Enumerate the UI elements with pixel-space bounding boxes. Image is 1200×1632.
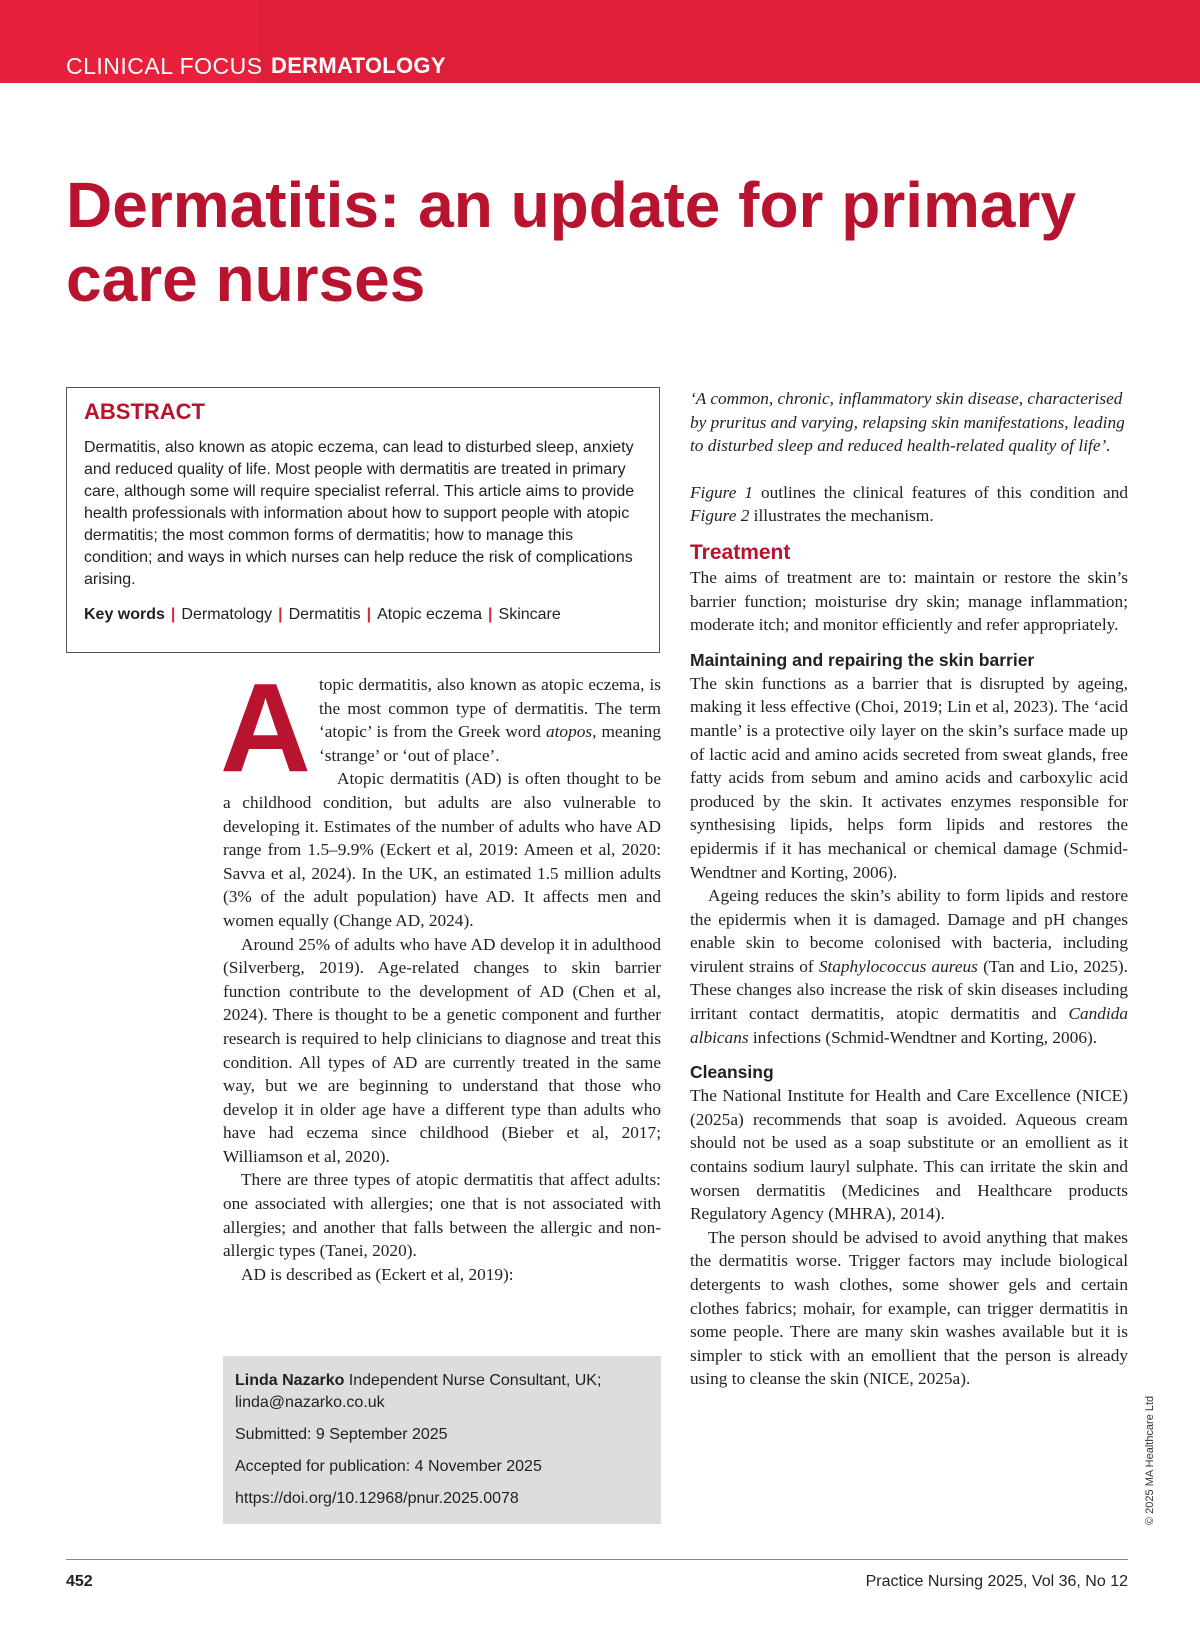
keyword-separator: | [170,606,176,623]
keyword: Dermatitis [288,606,361,623]
accepted-date: Accepted for publication: 4 November 2025 [235,1458,542,1475]
paragraph: Atopic dermatitis (AD) is often thought to be a childhood condition, but adults are also vulnerable to developing it. Estimates of the number of adults who have AD range from 1.5–9.9% (Eckert et al, 2019: Ameen et al, 2020: Savva et al, 2024). In the UK, an estimated 1.5 million adults (3% of the adult population) have AD. It affects men and women equally (Change AD, 2024). [223,769,661,930]
paragraph: Ageing reduces the skin’s ability to form lipids and restore the epidermis when it is damaged. Damage and pH changes enable skin to become colonised with bacteria, including virulent strains of Staphylococcus aureus (Tan and Lio, 2025). These changes also increase the risk of skin diseases including irritant contact dermatitis, atopic dermatitis and Candida albicans infections (Schmid-Wendtner and Korting, 2006). [690,886,1128,1047]
abstract-box [66,387,660,653]
figure-reference-paragraph: Figure 1 outlines the clinical features of this condition and Figure 2 illustrates the mechanism. [690,482,1128,526]
copyright-notice: © 2025 MA Healthcare Ltd [1144,1395,1156,1525]
article-title: Dermatitis: an update for primary care nurses [66,169,1076,315]
paragraph: The person should be advised to avoid anything that makes the dermatitis worse. Trigger factors may include biological detergents to wash clothes, some shower gels and certain clothes fabrics; mohair, for example, can trigger dermatitis in some people. There are many skin washes available but it is simpler to stick with an emollient that the person is already using to cleanse the skin (NICE, 2025a). [690,1227,1128,1389]
paragraph: AD is described as (Eckert et al, 2019): [241,1264,514,1284]
section-name: DERMATOLOGY [271,53,446,78]
keyword-separator: | [366,606,372,623]
submitted-date: Submitted: 9 September 2025 [235,1426,448,1443]
author-box [223,1356,661,1524]
doi-link[interactable]: https://doi.org/10.12968/pnur.2025.0078 [235,1490,519,1507]
keyword-separator: | [278,606,283,623]
paragraph: The aims of treatment are to: maintain or restore the skin’s barrier function; moisturise dry skin; manage inflammation; moderate itch; and monitor efficiently and refer appropriately. [690,567,1128,635]
body-column-left [220,657,661,1286]
barrier-heading: Maintaining and repairing the skin barrier [690,649,1035,670]
abstract-text: Dermatitis, also known as atopic eczema, can lead to disturbed sleep, anxiety and reduced quality of life. Most people with dermatitis are treated in primary care, although some will require specialist referral. This article aims to provide health professionals with information about how to support people with atopic dermatitis; the most common forms of dermatitis; how to manage this condition; and ways in which nurses can help reduce the risk of complications arising. [84,439,635,588]
abstract-heading: ABSTRACT [84,399,205,424]
author-role: Independent Nurse Consultant, UK; [344,1372,602,1389]
drop-cap: A [220,657,311,798]
section-label: CLINICAL FOCUS [66,53,263,79]
cleansing-heading: Cleansing [690,1062,774,1083]
keyword: Skincare [498,606,561,623]
keyword: Atopic eczema [377,606,483,623]
body-column-right [690,387,1128,1391]
paragraph: Around 25% of adults who have AD develop it in adulthood (Silverberg, 2019). Age-related changes to skin barrier function contribute to the development of AD (Chen et al, 2024). There is thought to be a genetic component and further research is required to help clinicians to diagnose and treat this condition. All types of AD are currently treated in the same way, but we are beginning to understand that those who develop it in older age have a different type than adults who have had eczema since childhood (Bieber et al, 2017; Williamson et al, 2020). [223,934,661,1166]
keyword-separator: | [488,606,493,623]
footer-rule [66,1559,1128,1560]
keywords-line [84,604,642,626]
paragraph: The National Institute for Health and Care Excellence (NICE) (2025a) recommends that soap is avoided. Aqueous cream should not be used as a soap substitute or an emollient as it contains sodium lauryl sulphate. This can irritate the skin and worsen dermatitis (Medicines and Healthcare products Regulatory Agency (MHRA), 2014). [690,1086,1128,1224]
treatment-heading: Treatment [690,540,791,564]
page-number: 452 [66,1573,93,1590]
paragraph: There are three types of atopic dermatitis that affect adults: one associated with allergies; one that is not associated with allergies; and another that falls between the allergic and non-allergic types (Tanei, 2020). [223,1170,661,1261]
author-line [235,1370,649,1392]
keywords-label: Key words [84,606,165,623]
author-email[interactable]: linda@nazarko.co.uk [235,1394,385,1411]
definition-quote: ‘A common, chronic, inflammatory skin disease, characterised by pruritus and varying, relapsing skin manifestations, leading to disturbed sleep and reduced health-related quality of life’. [690,389,1125,456]
intro-paragraph: Atopic dermatitis, also known as atopic eczema, is the most common type of dermatitis. The term ‘atopic’ is from the Greek word atopos, meaning ‘strange’ or ‘out of place’. [220,657,661,798]
author-name: Linda Nazarko [235,1372,345,1389]
keyword: Dermatology [181,606,273,623]
paragraph: The skin functions as a barrier that is disrupted by ageing, making it less effective (Choi, 2019; Lin et al, 2023). The ‘acid mantle’ is a protective oily layer on the skin’s surface made up of lactic acid and amino acids secreted from sweat glands, free fatty acids from sebum and amino acids and carboxylic acid produced by the skin. It activates enzymes responsible for synthesising lipids, helps form lipids and restores the epidermis if it has mechanical or chemical damage (Schmid-Wendtner and Korting, 2006). [690,673,1128,882]
journal-citation: Practice Nursing 2025, Vol 36, No 12 [865,1573,1128,1590]
